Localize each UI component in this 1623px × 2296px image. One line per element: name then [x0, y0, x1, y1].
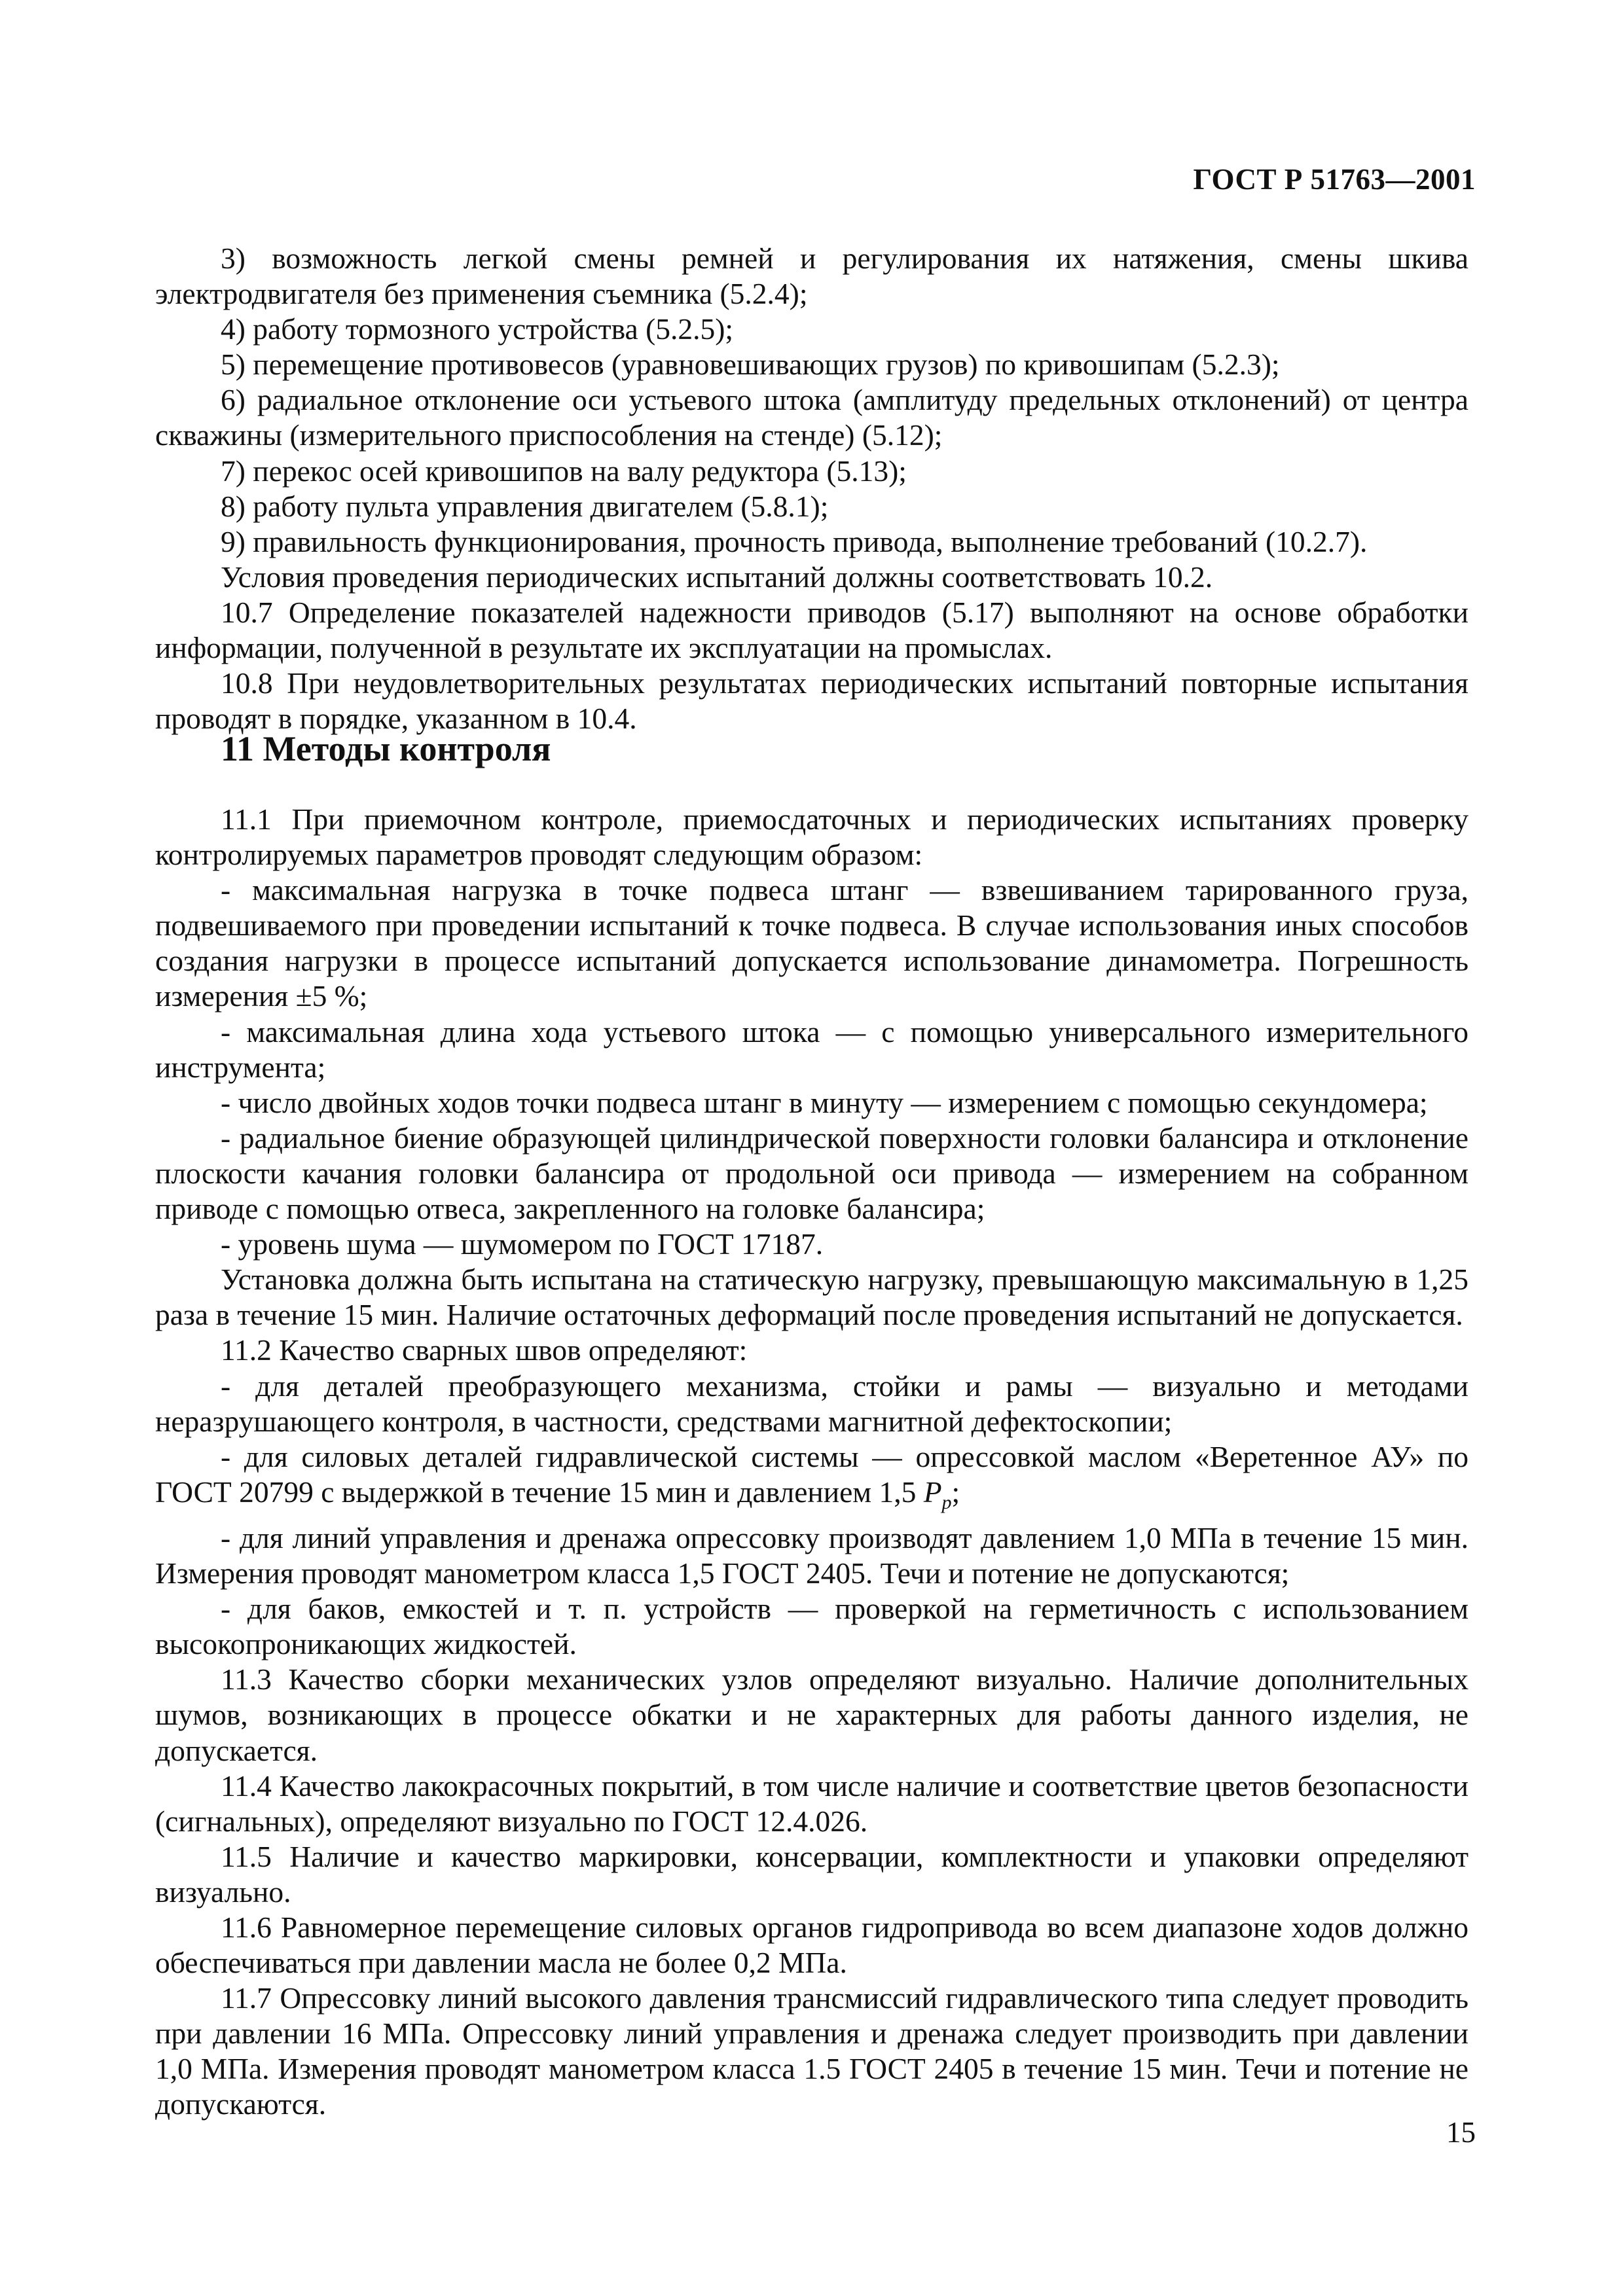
list-item: - максимальная длина хода устьевого штока — с помощью универсального измерительного инструмента; — [155, 1014, 1468, 1084]
paragraph: 11.6 Равномерное перемещение силовых органов гидропривода во всем диапазоне ходов должно обеспечиваться при давлении масла не более 0,2 МПа. — [155, 1910, 1468, 1980]
paragraph: 11.4 Качество лакокрасочных покрытий, в том числе наличие и соответствие цветов безопасности (сигнальных), определяют визуально по ГОСТ 12.4.026. — [155, 1768, 1468, 1838]
list-item: 8) работу пульта управления двигателем (5.8.1); — [221, 489, 829, 523]
list-item: - для деталей преобразующего механизма, стойки и рамы — визуально и методами неразрушающего контроля, в частности, средствами магнитной дефектоскопии; — [155, 1369, 1468, 1438]
list-item: 7) перекос осей кривошипов на валу редуктора (5.13); — [221, 454, 907, 488]
paragraph: 11.7 Опрессовку линий высокого давления трансмиссий гидравлического типа следует проводить при давлении 16 МПа. Опрессовку линий управления и дренажа следует производить при давлении 1,0 МПа. Измерения проводят манометром класса 1.5 ГОСТ 2405 в течение 15 мин. Течи и потение не допускаются. — [155, 1981, 1468, 2121]
list-item: 9) правильность функционирования, прочность привода, выполнение требований (10.2.7). — [221, 524, 1368, 558]
paragraph: 11.1 При приемочном контроле, приемосдаточных и периодических испытаниях проверку контролируемых параметров проводят следующим образом: — [155, 802, 1468, 872]
text-block-section-11 — [155, 802, 1468, 2123]
paragraph: Установка должна быть испытана на статическую нагрузку, превышающую максимальную в 1,25 раза в течение 15 мин. Наличие остаточных деформаций после проведения испытаний не допускается. — [155, 1263, 1468, 1332]
list-item: - уровень шума — шумомером по ГОСТ 17187. — [221, 1227, 824, 1261]
list-item: 4) работу тормозного устройства (5.2.5); — [221, 312, 734, 346]
document-code-header: ГОСТ Р 51763—2001 — [1193, 163, 1476, 196]
text-block-top — [155, 241, 1468, 736]
paragraph: 11.3 Качество сборки механических узлов определяют визуально. Наличие дополнительных шумов, возникающих в процессе обкатки и не характерных для работы данного изделия, не допускается. — [155, 1662, 1468, 1767]
list-item: - число двойных ходов точки подвеса штанг в минуту — измерением с помощью секундомера; — [221, 1085, 1428, 1119]
list-item: 3) возможность легкой смены ремней и регулирования их натяжения, смены шкива электродвигателя без применения съемника (5.2.4); — [155, 242, 1468, 311]
pressure-subscript: р — [941, 1491, 952, 1513]
list-item: - максимальная нагрузка в точке подвеса штанг — взвешиванием тарированного груза, подвешиваемого при проведении испытаний к точке подвеса. В случае использования иных способов создания нагрузки в процессе испытаний допускается использование динамометра. Погрешность измерения ±5 %; — [155, 873, 1468, 1013]
pressure-symbol: P — [923, 1475, 942, 1509]
list-item: 6) радиальное отклонение оси устьевого штока (амплитуду предельных отклонений) от центра скважины (измерительного приспособления на стенде) (5.12); — [155, 383, 1468, 452]
list-item: - радиальное биение образующей цилиндрической поверхности головки балансира и отклонение плоскости качания головки балансира от продольной оси привода — измерением на собранном приводе с помощью отвеса, закрепленного на головке балансира; — [155, 1121, 1468, 1226]
list-item — [155, 1439, 1468, 1520]
list-item: 5) перемещение противовесов (уравновешивающих грузов) по кривошипам (5.2.3); — [221, 348, 1280, 382]
list-item-text: - для силовых деталей гидравлической системы — опрессовкой маслом «Веретенное АУ» по ГОСТ 20799 с выдержкой в течение 15 мин и давлением 1,5 — [155, 1439, 1468, 1509]
paragraph: 11.2 Качество сварных швов определяют: — [221, 1333, 748, 1367]
page-number: 15 — [1446, 2116, 1476, 2149]
list-item-end: ; — [951, 1475, 960, 1509]
paragraph: 10.8 При неудовлетворительных результатах периодических испытаний повторные испытания проводят в порядке, указанном в 10.4. — [155, 666, 1468, 736]
paragraph: 10.7 Определение показателей надежности приводов (5.17) выполняют на основе обработки информации, полученной в результате их эксплуатации на промыслах. — [155, 595, 1468, 665]
paragraph: 11.5 Наличие и качество маркировки, консервации, комплектности и упаковки определяют визуально. — [155, 1839, 1468, 1909]
list-item: - для баков, емкостей и т. п. устройств — проверкой на герметичность с использованием высокопроникающих жидкостей. — [155, 1592, 1468, 1661]
section-heading: 11 Методы контроля — [221, 729, 551, 768]
list-item: - для линий управления и дренажа опрессовку производят давлением 1,0 МПа в течение 15 мин. Измерения проводят манометром класса 1,5 ГОСТ 2405. Течи и потение не допускаются; — [155, 1520, 1468, 1590]
paragraph: Условия проведения периодических испытаний должны соответствовать 10.2. — [221, 560, 1213, 594]
